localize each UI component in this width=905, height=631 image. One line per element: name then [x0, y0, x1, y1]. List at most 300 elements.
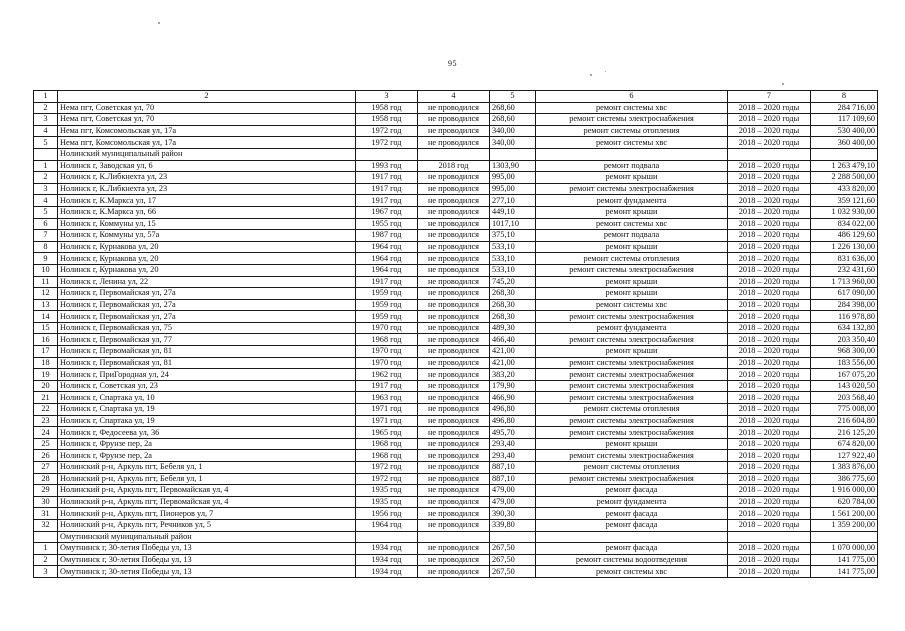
row-number-cell: 3 [34, 183, 58, 195]
build-year-cell: 1970 год [356, 357, 418, 369]
last-repair-year-cell: не проводился [418, 253, 490, 265]
last-repair-year-cell: не проводился [418, 172, 490, 184]
address-cell: Нолинск г, Фрунзе пер, 2а [58, 438, 356, 450]
cost-cell: 486 129,60 [811, 230, 878, 242]
row-number-cell: 3 [34, 566, 58, 578]
table-row [34, 566, 878, 578]
address-cell: Нолинск г, Курнакова ул, 20 [58, 264, 356, 276]
work-type-cell: ремонт фасада [536, 543, 728, 555]
build-year-cell: 1955 год [356, 218, 418, 230]
row-number-cell: 28 [34, 473, 58, 485]
table-row [34, 288, 878, 300]
period-cell: 2018 – 2020 годы [728, 230, 811, 242]
address-cell: Нолинск г, ПриГородная ул, 24 [58, 369, 356, 381]
work-type-cell: ремонт системы электроснабжения [536, 427, 728, 439]
scan-speck [158, 22, 160, 24]
header-row [34, 91, 878, 103]
cost-cell: 127 922,40 [811, 450, 878, 462]
cost-cell: 634 132,80 [811, 322, 878, 334]
cost-cell: 2 288 500,00 [811, 172, 878, 184]
area-cell: 267,50 [490, 566, 536, 578]
table-row [34, 334, 878, 346]
address-cell: Омутнинск г, 30-летия Победы ул, 13 [58, 566, 356, 578]
period-cell: 2018 – 2020 годы [728, 519, 811, 531]
last-repair-year-cell: не проводился [418, 195, 490, 207]
build-year-cell: 1917 год [356, 380, 418, 392]
area-cell: 479,00 [490, 485, 536, 497]
row-number-cell: 10 [34, 264, 58, 276]
table-row [34, 230, 878, 242]
row-number-cell: 4 [34, 195, 58, 207]
area-cell: 268,30 [490, 299, 536, 311]
row-number-cell: 26 [34, 450, 58, 462]
row-number-cell: 22 [34, 404, 58, 416]
build-year-cell: 1917 год [356, 172, 418, 184]
table-row [34, 543, 878, 555]
last-repair-year-cell: не проводился [418, 485, 490, 497]
cost-cell: 203 568,40 [811, 392, 878, 404]
address-cell: Омутнинск г, 30-летия Победы ул, 13 [58, 554, 356, 566]
cost-cell: 284 716,00 [811, 102, 878, 114]
work-type-cell: ремонт системы отопления [536, 404, 728, 416]
last-repair-year-cell: не проводился [418, 114, 490, 126]
last-repair-year-cell: не проводился [418, 276, 490, 288]
address-cell: Нема пгт, Советская ул, 70 [58, 102, 356, 114]
last-repair-year-cell: не проводился [418, 392, 490, 404]
cost-cell: 232 431,60 [811, 264, 878, 276]
table-row [34, 519, 878, 531]
work-type-cell: ремонт фундамента [536, 496, 728, 508]
last-repair-year-cell: не проводился [418, 473, 490, 485]
period-cell: 2018 – 2020 годы [728, 276, 811, 288]
period-cell [728, 531, 811, 543]
period-cell: 2018 – 2020 годы [728, 415, 811, 427]
work-type-cell: ремонт крыши [536, 288, 728, 300]
cost-cell: 216 125,20 [811, 427, 878, 439]
row-number-cell: 27 [34, 462, 58, 474]
last-repair-year-cell: не проводился [418, 299, 490, 311]
scan-speck [782, 83, 784, 85]
area-cell: 293,40 [490, 450, 536, 462]
build-year-cell: 1958 год [356, 102, 418, 114]
address-cell: Нолинск г, Первомайская ул, 27а [58, 299, 356, 311]
address-cell: Нолинск г, Спартака ул, 19 [58, 415, 356, 427]
work-type-cell: ремонт системы электроснабжения [536, 380, 728, 392]
work-type-cell: ремонт фасада [536, 508, 728, 520]
cost-cell: 183 556,00 [811, 357, 878, 369]
work-type-cell [536, 148, 728, 160]
row-number-cell: 2 [34, 554, 58, 566]
area-cell: 745,20 [490, 276, 536, 288]
header-cell-8: 8 [811, 91, 878, 103]
address-cell: Нолинск г, К.Маркса ул, 17 [58, 195, 356, 207]
row-number-cell: 15 [34, 322, 58, 334]
last-repair-year-cell: не проводился [418, 427, 490, 439]
period-cell: 2018 – 2020 годы [728, 241, 811, 253]
address-cell: Нолинский муниципальный район [58, 148, 356, 160]
last-repair-year-cell: не проводился [418, 241, 490, 253]
area-cell: 995,00 [490, 183, 536, 195]
period-cell: 2018 – 2020 годы [728, 438, 811, 450]
last-repair-year-cell: не проводился [418, 450, 490, 462]
row-number-cell: 17 [34, 346, 58, 358]
last-repair-year-cell: не проводился [418, 566, 490, 578]
table-row [34, 125, 878, 137]
area-cell: 887,10 [490, 473, 536, 485]
cost-cell: 530 400,00 [811, 125, 878, 137]
build-year-cell: 1917 год [356, 195, 418, 207]
cost-cell: 834 022,00 [811, 218, 878, 230]
cost-cell: 359 121,60 [811, 195, 878, 207]
area-cell: 421,00 [490, 346, 536, 358]
last-repair-year-cell: не проводился [418, 369, 490, 381]
row-number-cell: 30 [34, 496, 58, 508]
header-cell-7: 7 [728, 91, 811, 103]
row-number-cell: 21 [34, 392, 58, 404]
build-year-cell: 1993 год [356, 160, 418, 172]
period-cell: 2018 – 2020 годы [728, 485, 811, 497]
last-repair-year-cell: не проводился [418, 543, 490, 555]
build-year-cell: 1964 год [356, 264, 418, 276]
last-repair-year-cell: не проводился [418, 183, 490, 195]
work-type-cell: ремонт системы электроснабжения [536, 183, 728, 195]
build-year-cell: 1934 год [356, 566, 418, 578]
table-row [34, 311, 878, 323]
row-number-cell: 29 [34, 485, 58, 497]
work-type-cell: ремонт подвала [536, 160, 728, 172]
last-repair-year-cell: не проводился [418, 206, 490, 218]
area-cell: 995,00 [490, 172, 536, 184]
table-row [34, 357, 878, 369]
table-row [34, 195, 878, 207]
address-cell: Нолинск г, Первомайская ул, 27а [58, 288, 356, 300]
table-row [34, 554, 878, 566]
table-row [34, 473, 878, 485]
address-cell: Нолинск г, Коммуны ул, 15 [58, 218, 356, 230]
last-repair-year-cell: не проводился [418, 230, 490, 242]
address-cell: Нолинск г, Курнакова ул, 20 [58, 253, 356, 265]
address-cell: Омутнинск г, 30-летия Победы ул, 13 [58, 543, 356, 555]
address-cell: Нолинский р-н, Аркуль пгт, Первомайская ул, 4 [58, 496, 356, 508]
table-row [34, 380, 878, 392]
work-type-cell: ремонт системы электроснабжения [536, 357, 728, 369]
row-number-cell: 13 [34, 299, 58, 311]
build-year-cell: 1964 год [356, 519, 418, 531]
area-cell: 383,20 [490, 369, 536, 381]
address-cell: Нолинск г, Первомайская ул, 27а [58, 311, 356, 323]
cost-cell: 284 398,00 [811, 299, 878, 311]
address-cell: Омутнинский муниципальный район [58, 531, 356, 543]
last-repair-year-cell: не проводился [418, 404, 490, 416]
area-cell: 267,50 [490, 554, 536, 566]
cost-cell: 1 713 960,00 [811, 276, 878, 288]
row-number-cell [34, 148, 58, 160]
area-cell: 887,10 [490, 462, 536, 474]
period-cell: 2018 – 2020 годы [728, 346, 811, 358]
last-repair-year-cell: не проводился [418, 357, 490, 369]
period-cell: 2018 – 2020 годы [728, 160, 811, 172]
table-row [34, 276, 878, 288]
table-row [34, 172, 878, 184]
work-type-cell: ремонт крыши [536, 438, 728, 450]
area-cell: 268,30 [490, 288, 536, 300]
area-cell: 533,10 [490, 253, 536, 265]
cost-cell: 1 383 876,00 [811, 462, 878, 474]
build-year-cell: 1959 год [356, 299, 418, 311]
last-repair-year-cell: не проводился [418, 462, 490, 474]
build-year-cell: 1959 год [356, 311, 418, 323]
period-cell: 2018 – 2020 годы [728, 299, 811, 311]
address-cell: Нема пгт, Комсомольская ул, 17а [58, 125, 356, 137]
address-cell: Нолинский р-н, Аркуль пгт, Первомайская ул, 4 [58, 485, 356, 497]
cost-cell: 1 263 479,10 [811, 160, 878, 172]
row-number-cell: 12 [34, 288, 58, 300]
work-type-cell: ремонт системы электроснабжения [536, 392, 728, 404]
area-cell [490, 531, 536, 543]
build-year-cell: 1971 год [356, 404, 418, 416]
build-year-cell: 1967 год [356, 206, 418, 218]
table-row [34, 427, 878, 439]
table-row [34, 450, 878, 462]
address-cell: Нолинск г, Спартака ул, 19 [58, 404, 356, 416]
build-year-cell: 1959 год [356, 288, 418, 300]
row-number-cell: 24 [34, 427, 58, 439]
table-row [34, 392, 878, 404]
work-type-cell: ремонт системы электроснабжения [536, 334, 728, 346]
cost-cell [811, 148, 878, 160]
row-number-cell: 31 [34, 508, 58, 520]
area-cell: 375,10 [490, 230, 536, 242]
last-repair-year-cell: не проводился [418, 519, 490, 531]
area-cell: 449,10 [490, 206, 536, 218]
last-repair-year-cell: не проводился [418, 380, 490, 392]
address-cell: Нолинский р-н, Аркуль пгт, Речников ул, 5 [58, 519, 356, 531]
work-type-cell: ремонт системы отопления [536, 462, 728, 474]
area-cell: 489,30 [490, 322, 536, 334]
cost-cell: 831 636,00 [811, 253, 878, 265]
address-cell: Нолинск г, Заводская ул, 6 [58, 160, 356, 172]
period-cell: 2018 – 2020 годы [728, 473, 811, 485]
work-type-cell: ремонт системы хвс [536, 137, 728, 149]
build-year-cell: 1917 год [356, 276, 418, 288]
last-repair-year-cell: не проводился [418, 102, 490, 114]
table-row [34, 137, 878, 149]
period-cell: 2018 – 2020 годы [728, 206, 811, 218]
cost-cell: 141 775,00 [811, 566, 878, 578]
cost-cell: 617 090,00 [811, 288, 878, 300]
work-type-cell: ремонт крыши [536, 172, 728, 184]
table-row [34, 346, 878, 358]
period-cell: 2018 – 2020 годы [728, 369, 811, 381]
period-cell: 2018 – 2020 годы [728, 450, 811, 462]
build-year-cell: 1964 год [356, 241, 418, 253]
cost-cell: 1 226 130,00 [811, 241, 878, 253]
table-body [34, 102, 878, 577]
period-cell: 2018 – 2020 годы [728, 380, 811, 392]
build-year-cell [356, 148, 418, 160]
address-cell: Нолинский р-н, Аркуль пгт, Бебеля ул, 1 [58, 462, 356, 474]
work-type-cell: ремонт фундамента [536, 322, 728, 334]
last-repair-year-cell [418, 148, 490, 160]
address-cell: Нолинск г, Ленина ул, 22 [58, 276, 356, 288]
table-row [34, 496, 878, 508]
work-type-cell: ремонт системы отопления [536, 253, 728, 265]
build-year-cell: 1958 год [356, 114, 418, 126]
build-year-cell: 1972 год [356, 125, 418, 137]
cost-cell: 775 008,00 [811, 404, 878, 416]
cost-cell: 1 561 200,00 [811, 508, 878, 520]
row-number-cell: 5 [34, 206, 58, 218]
build-year-cell [356, 531, 418, 543]
build-year-cell: 1965 год [356, 427, 418, 439]
period-cell [728, 148, 811, 160]
build-year-cell: 1917 год [356, 183, 418, 195]
build-year-cell: 1935 год [356, 485, 418, 497]
work-type-cell: ремонт подвала [536, 230, 728, 242]
cost-cell: 1 070 000,00 [811, 543, 878, 555]
period-cell: 2018 – 2020 годы [728, 508, 811, 520]
area-cell: 495,70 [490, 427, 536, 439]
period-cell: 2018 – 2020 годы [728, 322, 811, 334]
area-cell: 1017,10 [490, 218, 536, 230]
table-row [34, 114, 878, 126]
work-type-cell: ремонт системы электроснабжения [536, 450, 728, 462]
table-row [34, 241, 878, 253]
build-year-cell: 1934 год [356, 554, 418, 566]
work-type-cell: ремонт системы водоотведения [536, 554, 728, 566]
table-row [34, 183, 878, 195]
period-cell: 2018 – 2020 годы [728, 137, 811, 149]
period-cell: 2018 – 2020 годы [728, 462, 811, 474]
address-cell: Нолинск г, Федосеева ул, 36 [58, 427, 356, 439]
build-year-cell: 1972 год [356, 462, 418, 474]
district-row [34, 148, 878, 160]
build-year-cell: 1972 год [356, 137, 418, 149]
area-cell: 179,90 [490, 380, 536, 392]
row-number-cell: 2 [34, 172, 58, 184]
cost-cell: 203 350,40 [811, 334, 878, 346]
cost-cell: 141 775,00 [811, 554, 878, 566]
cost-cell: 674 820,00 [811, 438, 878, 450]
period-cell: 2018 – 2020 годы [728, 253, 811, 265]
period-cell: 2018 – 2020 годы [728, 566, 811, 578]
work-type-cell: ремонт системы отопления [536, 125, 728, 137]
area-cell: 267,50 [490, 543, 536, 555]
address-cell: Нема пгт, Советская ул, 70 [58, 114, 356, 126]
build-year-cell: 1968 год [356, 438, 418, 450]
cost-cell: 1 032 930,00 [811, 206, 878, 218]
area-cell: 339,80 [490, 519, 536, 531]
period-cell: 2018 – 2020 годы [728, 195, 811, 207]
area-cell: 390,30 [490, 508, 536, 520]
cost-cell [811, 531, 878, 543]
work-type-cell: ремонт системы электроснабжения [536, 415, 728, 427]
address-cell: Нолинск г, К.Либкнехта ул, 23 [58, 172, 356, 184]
table-row [34, 322, 878, 334]
row-number-cell: 20 [34, 380, 58, 392]
address-cell: Нолинск г, Первомайская ул, 75 [58, 322, 356, 334]
district-row [34, 531, 878, 543]
work-type-cell: ремонт системы электроснабжения [536, 473, 728, 485]
work-type-cell: ремонт крыши [536, 241, 728, 253]
build-year-cell: 1935 год [356, 496, 418, 508]
build-year-cell: 1962 год [356, 369, 418, 381]
period-cell: 2018 – 2020 годы [728, 427, 811, 439]
work-type-cell: ремонт системы хвс [536, 299, 728, 311]
last-repair-year-cell: не проводился [418, 438, 490, 450]
row-number-cell: 14 [34, 311, 58, 323]
header-cell-6: 6 [536, 91, 728, 103]
area-cell: 1303,90 [490, 160, 536, 172]
row-number-cell: 11 [34, 276, 58, 288]
cost-cell: 143 020,50 [811, 380, 878, 392]
row-number-cell: 18 [34, 357, 58, 369]
table-row [34, 415, 878, 427]
build-year-cell: 1968 год [356, 450, 418, 462]
work-type-cell: ремонт системы хвс [536, 218, 728, 230]
area-cell: 277,10 [490, 195, 536, 207]
area-cell [490, 148, 536, 160]
area-cell: 268,60 [490, 114, 536, 126]
table-row [34, 102, 878, 114]
build-year-cell: 1970 год [356, 346, 418, 358]
address-cell: Нолинский р-н, Аркуль пгт, Бебеля ул, 1 [58, 473, 356, 485]
scan-speck [605, 71, 606, 72]
period-cell: 2018 – 2020 годы [728, 218, 811, 230]
work-type-cell: ремонт фундамента [536, 195, 728, 207]
area-cell: 496,80 [490, 415, 536, 427]
table-row [34, 438, 878, 450]
page-number: 95 [448, 59, 457, 68]
area-cell: 533,10 [490, 264, 536, 276]
table-row [34, 160, 878, 172]
work-type-cell: ремонт системы электроснабжения [536, 311, 728, 323]
cost-cell: 167 075,20 [811, 369, 878, 381]
cost-cell: 386 775,60 [811, 473, 878, 485]
work-type-cell: ремонт фасада [536, 485, 728, 497]
cost-cell: 360 400,00 [811, 137, 878, 149]
address-cell: Нолинск г, Советская ул, 23 [58, 380, 356, 392]
last-repair-year-cell: не проводился [418, 218, 490, 230]
row-number-cell: 16 [34, 334, 58, 346]
scan-speck [590, 74, 592, 76]
work-type-cell: ремонт крыши [536, 206, 728, 218]
period-cell: 2018 – 2020 годы [728, 392, 811, 404]
period-cell: 2018 – 2020 годы [728, 172, 811, 184]
area-cell: 340,00 [490, 137, 536, 149]
address-cell: Нолинск г, Фрунзе пер, 2а [58, 450, 356, 462]
build-year-cell: 1956 год [356, 508, 418, 520]
work-type-cell [536, 531, 728, 543]
period-cell: 2018 – 2020 годы [728, 114, 811, 126]
work-type-cell: ремонт системы электроснабжения [536, 369, 728, 381]
cost-cell: 117 109,60 [811, 114, 878, 126]
header-cell-3: 3 [356, 91, 418, 103]
work-type-cell: ремонт системы электроснабжения [536, 264, 728, 276]
last-repair-year-cell: не проводился [418, 311, 490, 323]
period-cell: 2018 – 2020 годы [728, 357, 811, 369]
row-number-cell: 23 [34, 415, 58, 427]
row-number-cell: 9 [34, 253, 58, 265]
row-number-cell: 1 [34, 160, 58, 172]
table-row [34, 218, 878, 230]
work-type-cell: ремонт системы электроснабжения [536, 114, 728, 126]
table-row [34, 462, 878, 474]
work-type-cell: ремонт системы хвс [536, 566, 728, 578]
area-cell: 466,40 [490, 334, 536, 346]
repair-program-table [33, 90, 878, 578]
last-repair-year-cell: не проводился [418, 334, 490, 346]
